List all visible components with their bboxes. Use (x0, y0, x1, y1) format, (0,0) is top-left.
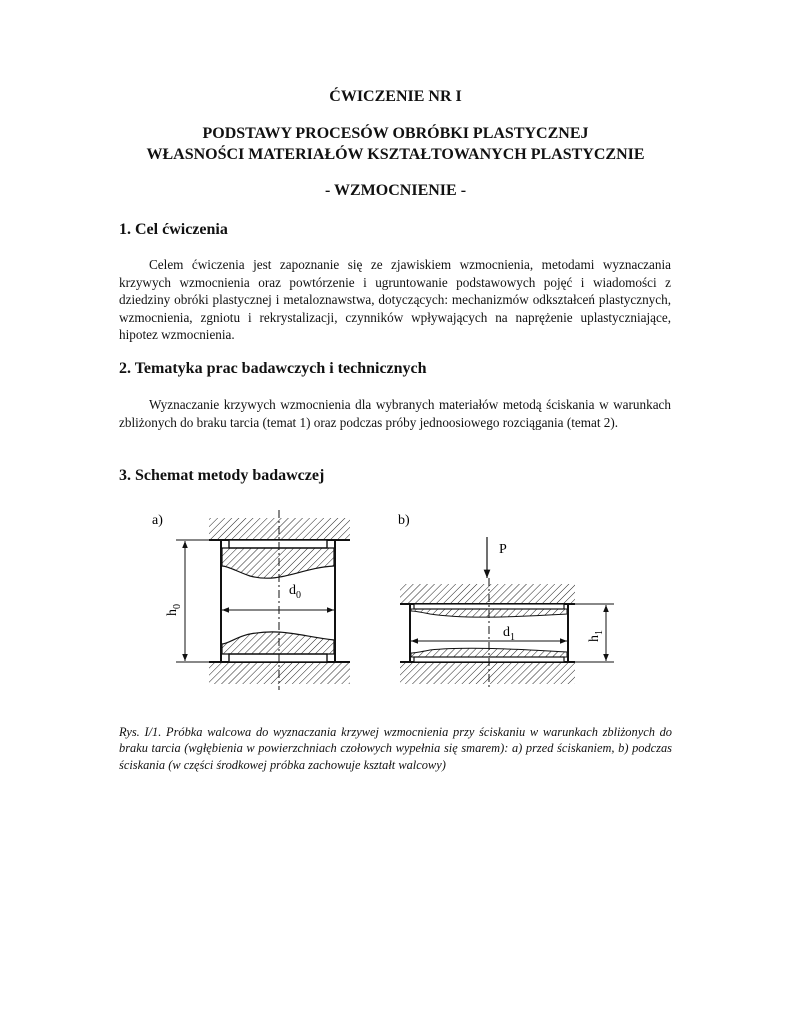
section-1-text: Celem ćwiczenia jest zapoznanie się ze zjawiskiem wzmocnienia, metodami wyznaczania krzywych wzmocnienia oraz powtórzenie i ugruntowanie podstawowych pojęć i wiadomości z dziedziny obróki plastycznej i metaloznawstwa, dotyczących: mechanizmów odkształceń plastycznych, wzmocnienia, zgniotu i rekrystalizacji, czynników wpływających na naprężenie uplastyczniające, hipotez wzmocnienia. (119, 257, 671, 343)
force-label: P (499, 542, 507, 557)
d0-label: $d_0$ (289, 583, 301, 601)
subtitle-line-2: WŁASNOŚCI MATERIAŁÓW KSZTAŁTOWANYCH PLASTYCZNIE (146, 146, 645, 163)
section-1-heading: 1. Cel ćwiczenia (119, 221, 228, 238)
lower-die-b (400, 662, 575, 684)
upper-die-b (400, 584, 575, 604)
subtitle-line-1: PODSTAWY PROCESÓW OBRÓBKI PLASTYCZNEJ (202, 125, 589, 142)
label-a: a) (152, 513, 163, 528)
specimen-a (221, 540, 335, 662)
section-3-heading: 3. Schemat metody badawczej (119, 467, 325, 484)
topic-heading: - WZMOCNIENIE - (324, 182, 467, 199)
section-2-heading: 2. Tematyka prac badawczych i technicznych (119, 360, 427, 377)
exercise-title: ĆWICZENIE NR I (329, 88, 462, 105)
label-b: b) (398, 513, 410, 528)
section-2-text: Wyznaczanie krzywych wzmocnienia dla wybranych materiałów metodą ściskania w warunkach zbliżonych do braku tarcia (temat 1) oraz podczas próby jednoosiowego rozciągania (temat 2). (119, 397, 671, 430)
figure-caption: Rys. I/1. Próbka walcowa do wyznaczania krzywej wzmocnienia przy ściskaniu w warunkach zbliżonych do braku tarcia (wgłębienia w powierzchniach czołowych wypełnia się smarem): a) przed ściskaniem, b) podczas ściskania (w części środkowej próbka zachowuje kształt walcowy) (119, 725, 672, 772)
d1-label: $d_1$ (503, 625, 515, 643)
h0-label: $h_0$ (165, 604, 183, 616)
h1-label: $h_1$ (587, 630, 605, 642)
